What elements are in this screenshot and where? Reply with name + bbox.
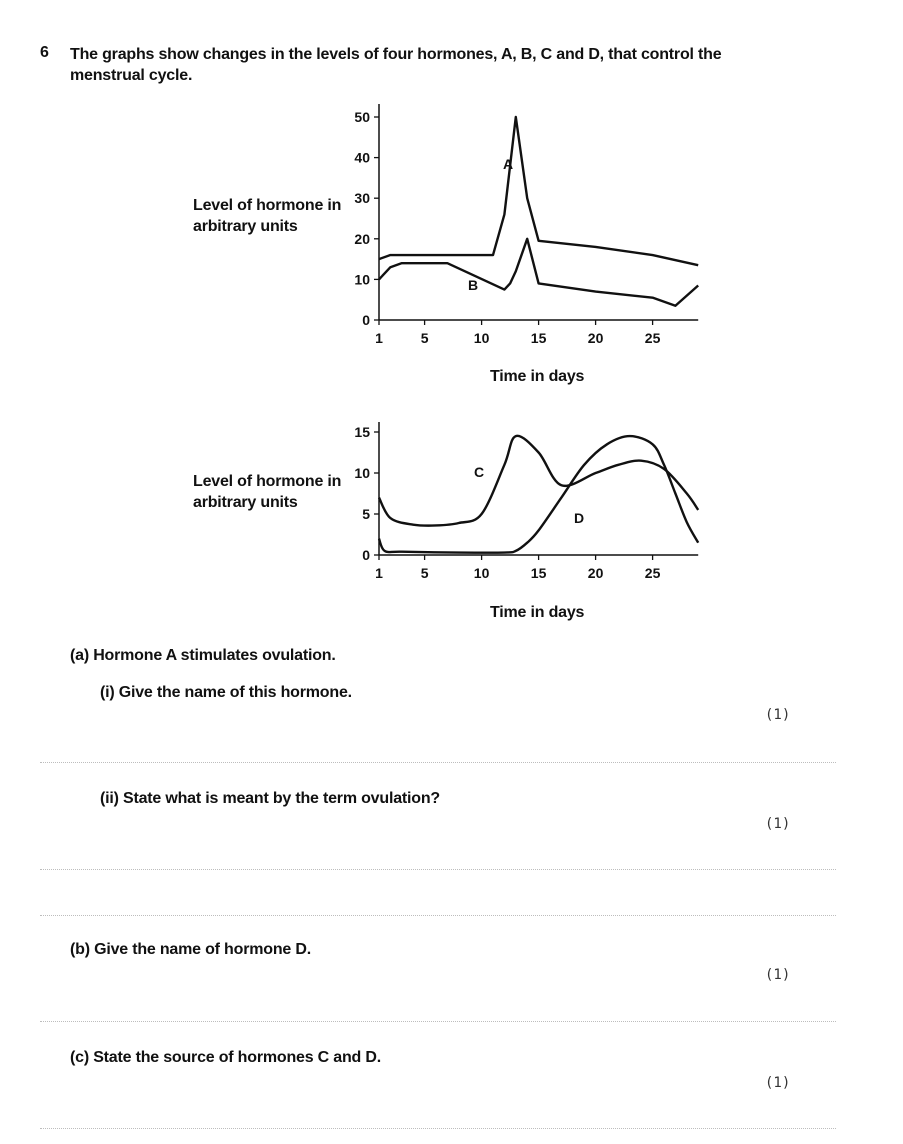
term-ovulation: ovulation bbox=[361, 790, 431, 807]
x-tick-label: 15 bbox=[530, 565, 547, 581]
series-c-line bbox=[379, 436, 698, 526]
y-tick-label: 5 bbox=[362, 506, 370, 522]
y-tick-label: 30 bbox=[354, 190, 370, 207]
x-tick-label: 1 bbox=[375, 565, 383, 581]
part-a-i: (i) Give the name of this hormone. bbox=[100, 684, 352, 701]
series-c-label: C bbox=[473, 464, 485, 480]
answer-line-c[interactable] bbox=[40, 1128, 836, 1129]
x-tick-label: 5 bbox=[420, 565, 429, 581]
answer-line-a-ii-1[interactable] bbox=[40, 869, 836, 870]
x-tick-label: 25 bbox=[644, 565, 661, 581]
part-a-ii-text: (ii) State what is meant by the term bbox=[100, 790, 362, 807]
chart2-x-title: Time in days bbox=[490, 604, 585, 621]
answer-line-a-ii-2[interactable] bbox=[40, 915, 836, 916]
series-b-label: B bbox=[467, 277, 479, 293]
y-tick-label: 20 bbox=[354, 230, 370, 247]
x-tick-label: 5 bbox=[420, 330, 429, 346]
question-number: 6 bbox=[40, 44, 49, 61]
chart2-y-label: Level of hormone in arbitrary units bbox=[193, 473, 342, 511]
y-tick-label: 15 bbox=[354, 424, 370, 440]
series-d-label: D bbox=[573, 510, 585, 526]
x-tick-label: 1 bbox=[375, 330, 383, 346]
chart1-y-label: Level of hormone in arbitrary units bbox=[193, 197, 342, 235]
mark-b: (1) bbox=[765, 967, 791, 983]
x-tick-label: 10 bbox=[473, 330, 490, 346]
x-tick-label: 20 bbox=[587, 330, 604, 346]
x-tick-label: 20 bbox=[587, 565, 604, 581]
x-tick-label: 25 bbox=[644, 330, 661, 346]
part-c: (c) State the source of hormones C and D. bbox=[70, 1049, 381, 1066]
answer-line-b[interactable] bbox=[40, 1021, 836, 1022]
part-a-ii-end: ? bbox=[430, 790, 440, 807]
y-tick-label: 40 bbox=[354, 149, 370, 166]
part-a-stem: (a) Hormone A stimulates ovulation. bbox=[70, 647, 336, 664]
part-b: (b) Give the name of hormone D. bbox=[70, 941, 311, 958]
series-a-label: A bbox=[502, 156, 514, 172]
mark-a-i: (1) bbox=[765, 707, 791, 723]
chart1-x-title: Time in days bbox=[490, 368, 585, 385]
y-tick-label: 10 bbox=[354, 465, 370, 481]
mark-c: (1) bbox=[765, 1075, 791, 1091]
answer-line-a-i[interactable] bbox=[40, 762, 836, 763]
y-tick-label: 10 bbox=[354, 271, 370, 288]
question-intro: The graphs show changes in the levels of four hormones, A, B, C and D, that control the menstrual cycle. bbox=[70, 46, 722, 84]
mark-a-ii: (1) bbox=[765, 816, 791, 832]
y-tick-label: 0 bbox=[362, 312, 370, 328]
x-tick-label: 10 bbox=[473, 565, 490, 581]
y-tick-label: 50 bbox=[354, 109, 370, 125]
y-tick-label: 0 bbox=[362, 547, 370, 563]
x-tick-label: 15 bbox=[530, 330, 547, 346]
part-a-ii bbox=[100, 790, 440, 808]
